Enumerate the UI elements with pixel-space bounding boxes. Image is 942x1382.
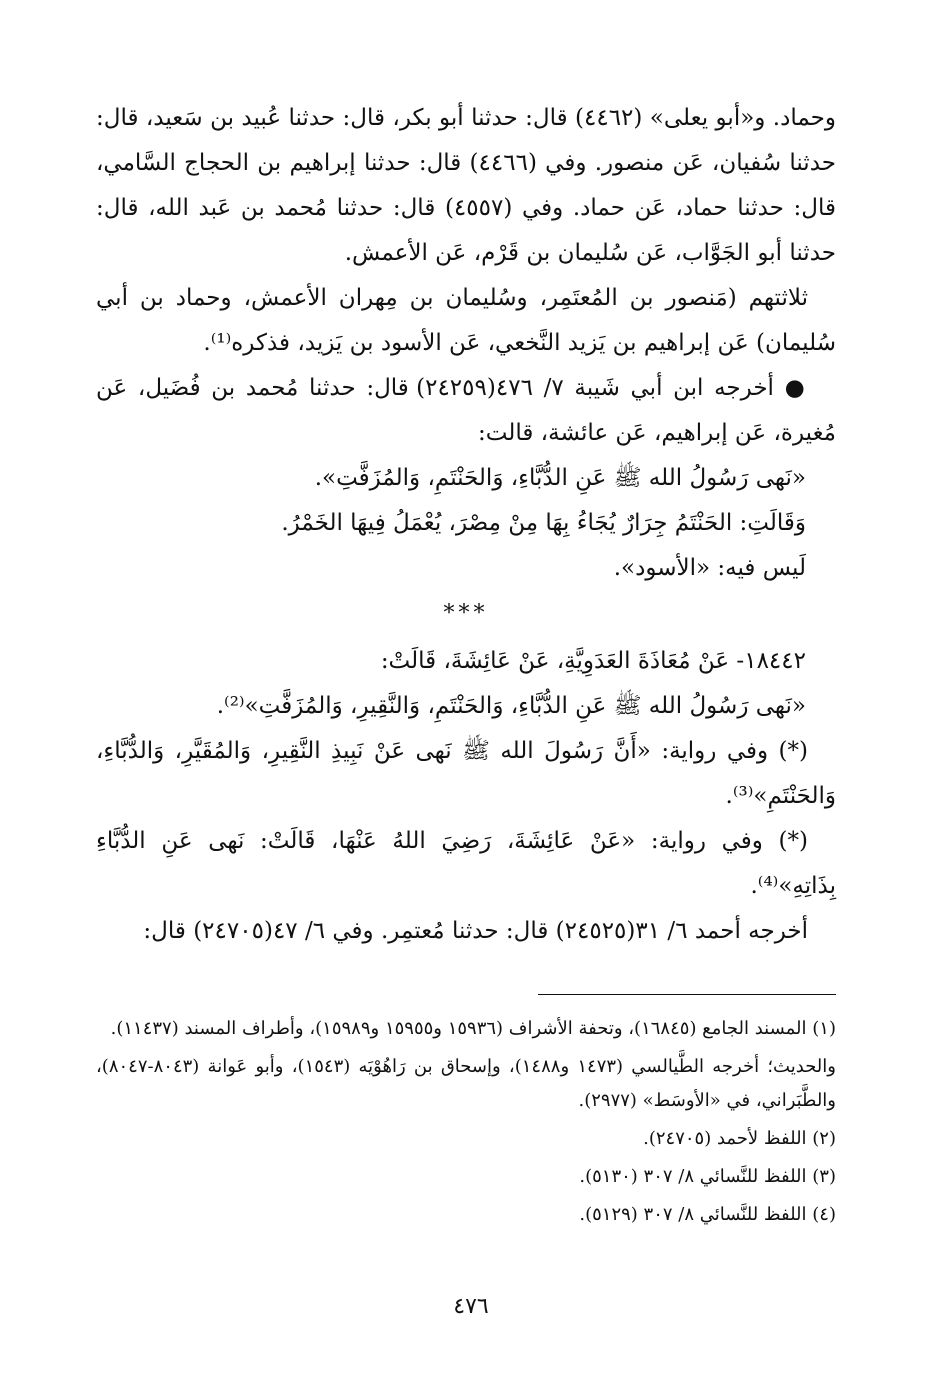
paragraph-thalathatuhum: ثلاثتهم (مَنصور بن المُعتَمِر، وسُليمان بن مِهران الأعمش، وحماد بن أبي سُليمان) عَن إبراهيم بن يَزيد النَّخعي، عَن الأسود بن يَزيد، فذكره⁽¹⁾. (96, 285, 836, 356)
footnotes (96, 1012, 836, 1236)
paragraph-isnad-abu-yala: وحماد. و«أبو يعلى» (٤٤٦٢) قال: حدثنا أبو بكر، قال: حدثنا عُبيد بن سَعيد، قال: حدثنا سُفيان، عَن منصور. وفي (٤٤٦٦) قال: حدثنا إبراهيم بن الحجاج السَّامي، قال: حدثنا حماد، عَن حماد. وفي (٤٥٥٧) قال: حدثنا مُحمد بن عَبد الله، قال: حدثنا أبو الجَوَّاب، عَن سُليمان بن قَرْم، عَن الأعمش. (96, 105, 836, 266)
footnote-1-continued: والحديث؛ أخرجه الطَّيالسي (١٤٧٣ و١٤٨٨)، وإسحاق بن رَاهُوْيَه (١٥٤٣)، وأبو عَوانة (٨٠٤٣-٨٠٤٧)، والطَّبَراني، في «الأوسَط» (٢٩٧٧). (96, 1056, 836, 1111)
footnote-divider (538, 994, 836, 995)
riwaya-1: (*) وفي رواية: «أَنَّ رَسُولَ الله ﷺ نَهى عَنْ نَبِيذِ النَّقِيرِ، وَالمُقَيَّرِ، وَالدُّبَّاءِ، وَالحَنْتَمِ»⁽³⁾. (96, 738, 836, 809)
hadith-quote-1: «نَهى رَسُولُ الله ﷺ عَنِ الدُّبَّاءِ، وَالحَنْتَمِ، وَالمُزَفَّتِ». (314, 465, 806, 491)
hadith-quote-3: «نَهى رَسُولُ الله ﷺ عَنِ الدُّبَّاءِ، وَالحَنْتَمِ، وَالنَّقِيرِ، وَالمُزَفَّتِ»⁽²⁾. (216, 693, 806, 719)
paragraph-ibn-abi-shayba (96, 366, 836, 456)
footnote-2: (٢) اللفظ لأحمد (٢٤٧٠٥). (643, 1128, 836, 1149)
note-no-aswad: لَيس فيه: «الأسود». (613, 555, 806, 581)
page-number: ٤٧٦ (453, 1294, 489, 1319)
footnote-1: (١) المسند الجامع (١٦٨٤٥)، وتحفة الأشراف (١٥٩٣٦ و١٥٩٥٥ و١٥٩٨٩)، وأطراف المسند (١١٤٣٧). (110, 1018, 836, 1039)
hadith-quote-2: وَقَالَتِ: الحَنْتَمُ جِرَارٌ يُجَاءُ بِهَا مِنْ مِصْرَ، يُعْمَلُ فِيهَا الخَمْرُ. (281, 510, 806, 536)
bullet-icon: ● (784, 375, 809, 401)
section-separator: *** (443, 601, 489, 626)
hadith-heading: ١٨٤٤٢- عَنْ مُعَاذَةَ العَدَوِيَّةِ، عَنْ عَائِشَةَ، قَالَتْ: (380, 648, 806, 674)
main-text (96, 96, 836, 954)
riwaya-2: (*) وفي رواية: «عَنْ عَائِشَةَ، رَضِيَ اللهُ عَنْهَا، قَالَتْ: نَهى عَنِ الدُّبَّاءِ بِذَاتِهِ»⁽⁴⁾. (96, 828, 836, 899)
paragraph-ahmad: أخرجه أحمد ٦/ ٣١(٢٤٥٢٥) قال: حدثنا مُعتمِر. وفي ٦/ ٤٧(٢٤٧٠٥) قال: (143, 918, 808, 944)
footnote-3: (٣) اللفظ للنَّسائي ٨/ ٣٠٧ (٥١٣٠). (579, 1166, 836, 1187)
paragraph-ibn-abi-shayba-text: أخرجه ابن أبي شَيبة ٧/ ٤٧٦(٢٤٢٥٩) قال: حدثنا مُحمد بن فُضَيل، عَن مُغيرة، عَن إبراهيم، عَن عائشة، قالت: (96, 375, 836, 446)
footnote-4: (٤) اللفظ للنَّسائي ٨/ ٣٠٧ (٥١٢٩). (579, 1204, 836, 1225)
